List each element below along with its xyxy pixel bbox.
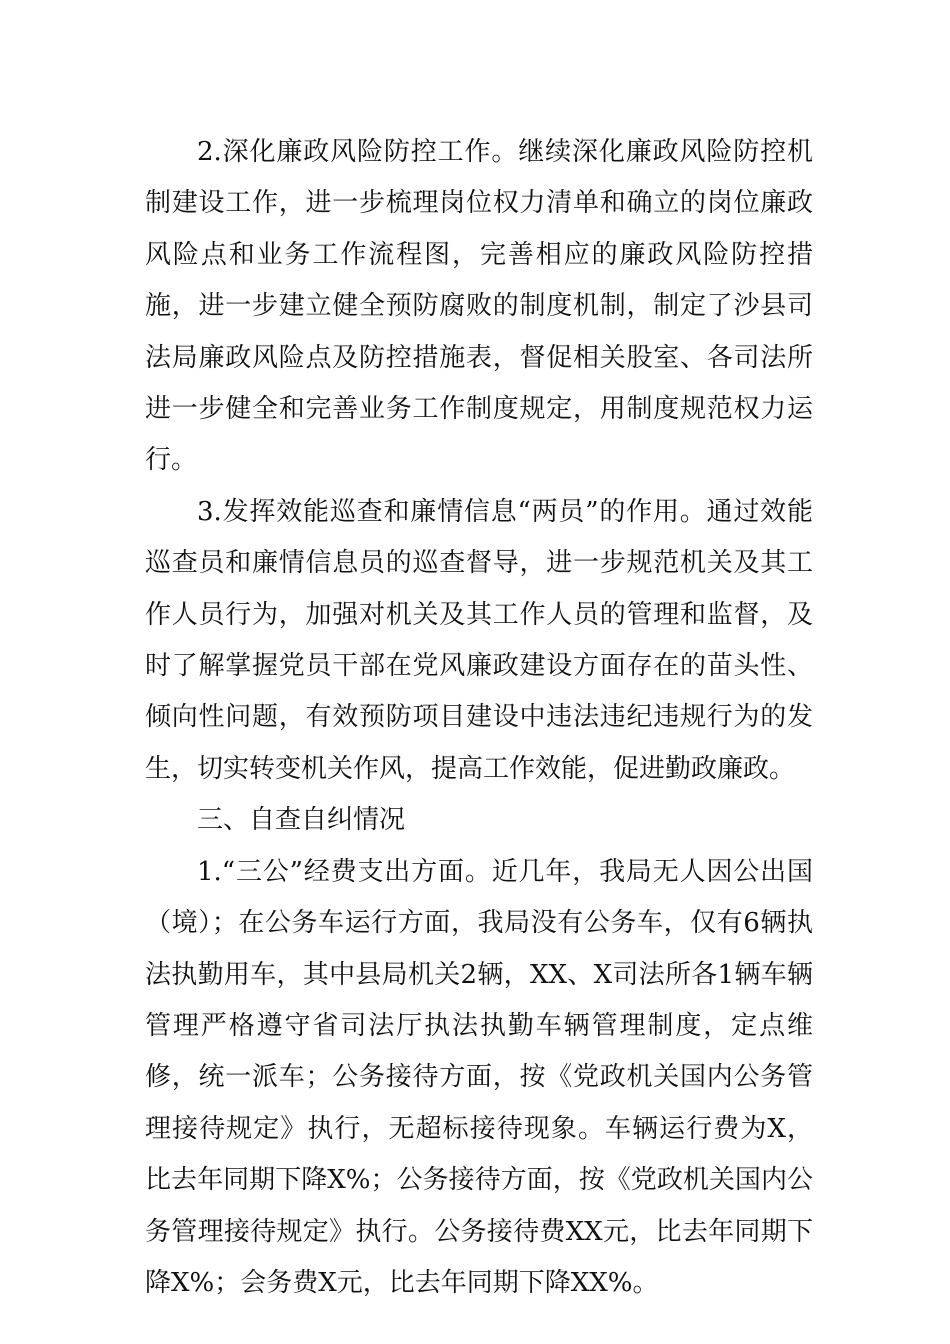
section-heading-self-inspection: 三、自查自纠情况 bbox=[197, 805, 406, 836]
paragraph-efficiency-inspection: 3.发挥效能巡查和廉情信息“两员”的作用。通过效能巡查员和廉情信息员的巡查督导，进一步规范机关及其工作人员行为，加强对机关及其工作人员的管理和监督，及时了解掌握党员干部在党风廉政建设方面存在的苗头性、倾向性问题，有效预防项目建设中违法违纪违规行为的发生，切实转变机关作风，提高工作效能，促进勤政廉政。 bbox=[145, 496, 813, 784]
paragraph-risk-prevention: 2.深化廉政风险防控工作。继续深化廉政风险防控机制建设工作，进一步梳理岗位权力清单和确立的岗位廉政风险点和业务工作流程图，完善相应的廉政风险防控措施，进一步建立健全预防腐败的制度机制，制定了沙县司法局廉政风险点及防控措施表，督促相关股室、各司法所进一步健全和完善业务工作制度规定，用制度规范权力运行。 bbox=[145, 137, 813, 476]
document-body bbox=[145, 127, 813, 1309]
paragraph-three-public-expenses: 1.“三公”经费支出方面。近几年，我局无人因公出国（境）；在公务车运行方面，我局没有公务车，仅有6辆执法执勤用车，其中县局机关2辆，XX、X司法所各1辆车辆管理严格遵守省司法厅执法执勤车辆管理制度，定点维修，统一派车；公务接待方面，按《党政机关国内公务管理接待规定》执行，无超标接待现象。车辆运行费为X，比去年同期下降X%；公务接待方面，按《党政机关国内公务管理接待规定》执行。公务接待费XX元，比去年同期下降X%；会务费X元，比去年同期下降XX%。 bbox=[145, 856, 813, 1298]
